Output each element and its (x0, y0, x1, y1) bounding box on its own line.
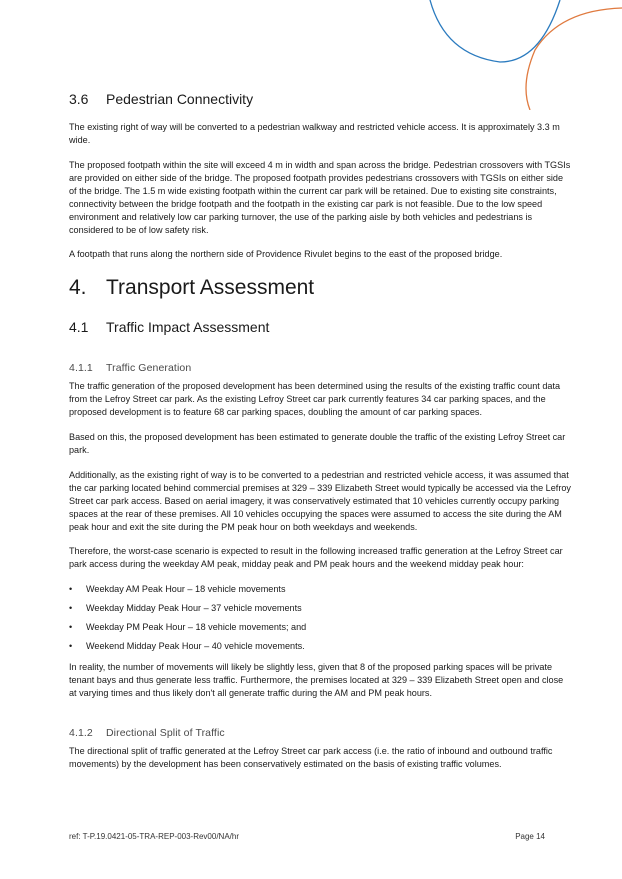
document-reference: ref: T-P.19.0421-05-TRA-REP-003-Rev00/NA/hr (69, 832, 240, 841)
paragraph: Therefore, the worst-case scenario is expected to result in the following increased traffic generation at the Lefroy Street car park access during the weekday AM peak, midday peak and PM peak hours and the weekend midday peak hour: (69, 546, 563, 569)
section-title: Traffic Generation (106, 362, 192, 374)
section-title: Traffic Impact Assessment (106, 319, 270, 335)
list-item-text: Weekday PM Peak Hour – 18 vehicle movements; and (86, 622, 307, 632)
section-number: 4.1.2 (69, 727, 93, 739)
section-4-heading (69, 276, 314, 300)
section-4-1-1-heading (69, 362, 191, 374)
bullet-symbol: • (69, 622, 73, 632)
list-item-text: Weekday AM Peak Hour – 18 vehicle movements (86, 584, 286, 594)
paragraph: The directional split of traffic generated at the Lefroy Street car park access (i.e. the ratio of inbound and outbound traffic movements) by the development has been conservatively estimated on the basis of existing traffic volumes. (69, 746, 553, 769)
section-number: 4.1.1 (69, 362, 93, 374)
section-number: 4. (69, 276, 87, 299)
paragraph: Additionally, as the existing right of way is to be converted to a pedestrian and restricted vehicle access, it was assumed that the car parking located behind commercial premises at 329 – 339 Elizabeth Street would typically be accessed via the Lefroy Street car park access. Based on aerial imagery, it was conservatively estimated that 10 vehicles currently occupy parking spaces at the rear of these premises. All 10 vehicles occupying the spaces were assumed to access the site during the AM peak hour and exit the site during the PM peak hour on both weekdays and weekends. (69, 470, 571, 532)
bullet-symbol: • (69, 641, 73, 651)
section-title: Transport Assessment (106, 276, 315, 299)
list-item-text: Weekend Midday Peak Hour – 40 vehicle movements. (86, 641, 305, 651)
list-item-text: Weekday Midday Peak Hour – 37 vehicle movements (86, 603, 302, 613)
list-item (69, 640, 571, 653)
bullet-symbol: • (69, 584, 73, 594)
paragraph: Based on this, the proposed development has been estimated to generate double the traffic of the existing Lefroy Street car park. (69, 432, 566, 455)
section-number: 4.1 (69, 319, 89, 335)
orange-arc (526, 8, 622, 110)
paragraph: The proposed footpath within the site will exceed 4 m in width and span across the bridge. Pedestrian crossovers with TGSIs are provided on either side of the bridge. The proposed footpath provides pedestrians crossovers with TGSIs on either side of the bridge. The 1.5 m wide existing footpath within the current car park will be retained. Due to existing site constraints, connectivity between the bridge footpath and the footpath in the existing car park is not feasible. Due to the low speed environment and relatively low car parking turnover, the use of the parking aisle by both vehicles and pedestrians is considered to be of low safety risk. (69, 160, 571, 235)
section-3-6-heading (69, 91, 253, 107)
paragraph: A footpath that runs along the northern side of Providence Rivulet begins to the east of the proposed bridge. (69, 249, 503, 259)
page-number: Page 14 (515, 832, 545, 841)
list-item (69, 583, 571, 596)
section-title: Directional Split of Traffic (106, 727, 225, 739)
section-4-1-2-heading (69, 727, 225, 739)
traffic-generation-list (69, 583, 571, 659)
section-number: 3.6 (69, 91, 89, 107)
paragraph: The existing right of way will be converted to a pedestrian walkway and restricted vehicle access. It is approximately 3.3 m wide. (69, 122, 560, 145)
list-item (69, 602, 571, 615)
list-item (69, 621, 571, 634)
bullet-symbol: • (69, 603, 73, 613)
section-title: Pedestrian Connectivity (106, 91, 254, 107)
paragraph: The traffic generation of the proposed development has been determined using the results of the existing traffic count data from the Lefroy Street car park. As the existing Lefroy Street car park currently features 34 car parking spaces, and the proposed development is to feature 68 car parking spaces, doubling the amount of car parking spaces. (69, 381, 561, 417)
blue-arc (430, 0, 560, 62)
section-4-1-heading (69, 319, 269, 335)
paragraph: In reality, the number of movements will likely be slightly less, given that 8 of the proposed parking spaces will be private tenant bays and thus generate less traffic. Furthermore, the premises located at 329 – 339 Elizabeth Street open and close at varying times and thus likely don't all generate traffic during the AM and PM peak hours. (69, 662, 564, 698)
